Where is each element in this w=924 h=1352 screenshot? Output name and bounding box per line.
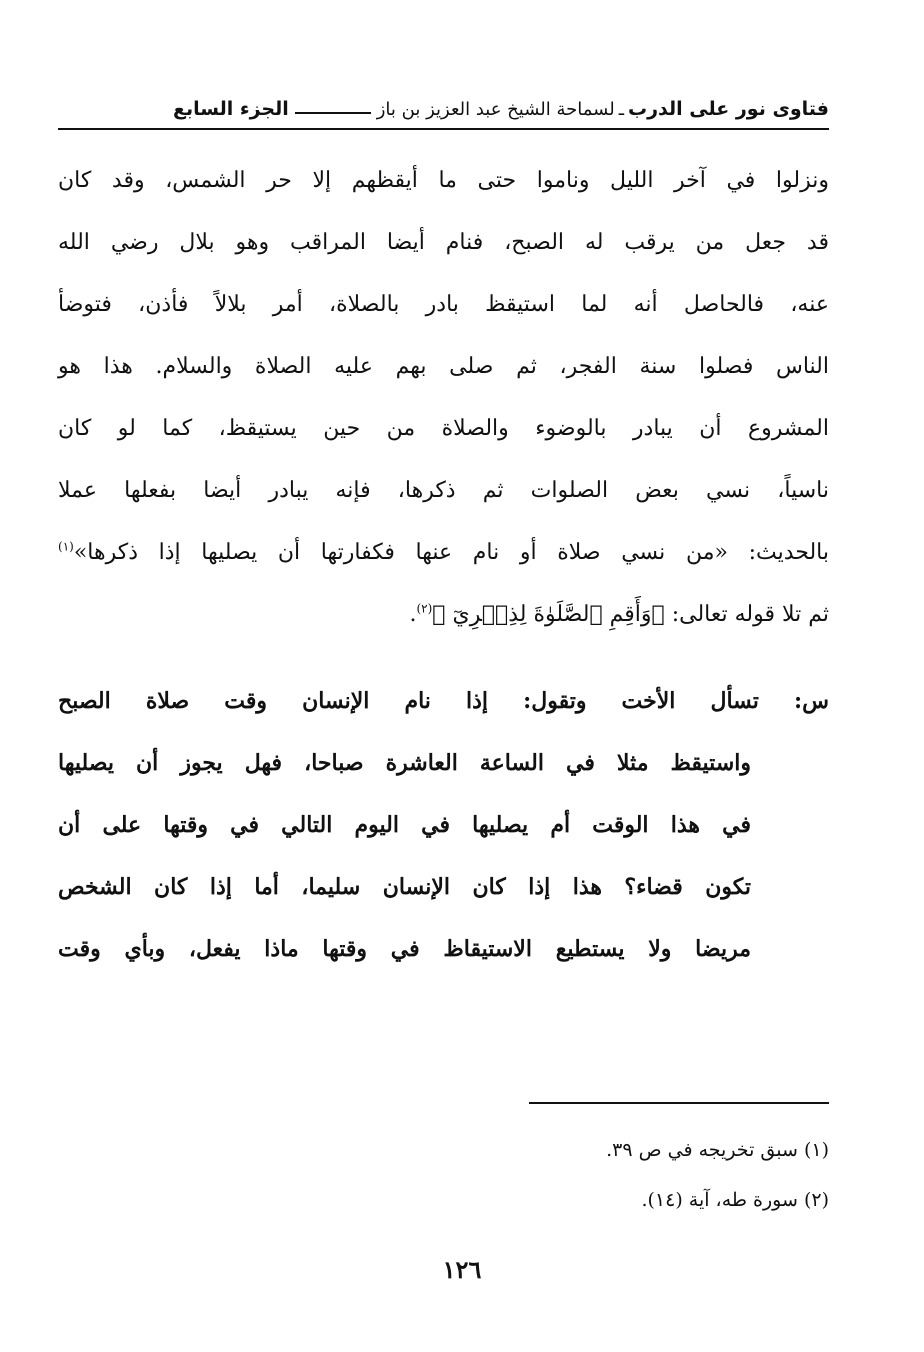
body-paragraph [58, 150, 829, 646]
question-block [58, 670, 829, 980]
verse-line-end: . [409, 602, 417, 627]
body-line: ناسياً، نسي بعض الصلوات ثم ذكرها، فإنه يبادر أيضا بفعلها عملا [58, 478, 829, 503]
header-book-title: فتاوى نور على الدرب [628, 98, 829, 120]
body-line: الناس فصلوا سنة الفجر، ثم صلى بهم عليه الصلاة والسلام. هذا هو [58, 354, 829, 379]
body-line: عنه، فالحاصل أنه لما استيقظ بادر بالصلاة، أمر بلالاً فأذن، فتوضأ [58, 292, 829, 317]
header-separator: ـ [618, 98, 624, 120]
question-line: مريضا ولا يستطيع الاستيقاظ في وقتها ماذا يفعل، وبأي وقت [58, 936, 751, 962]
page-number: ١٢٦ [442, 1255, 482, 1284]
footnote-1: (١) سبق تخريجه في ص ٣٩. [606, 1139, 829, 1161]
running-header [58, 92, 829, 126]
hadith-line [58, 522, 829, 584]
question-line: تكون قضاء؟ هذا إذا كان الإنسان سليما، أما إذا كان الشخص [58, 874, 751, 900]
footnotes [300, 1125, 829, 1225]
verse-text: ثم تلا قوله تعالى: ﴿وَأَقِمِ ٱلصَّلَوٰةَ لِذِكۡرِيٓ ﴾ [432, 602, 829, 627]
body-line: ونزلوا في آخر الليل وناموا حتى ما أيقظهم إلا حر الشمس، وقد كان [58, 168, 829, 193]
question-line: واستيقظ مثلا في الساعة العاشرة صباحا، فهل يجوز أن يصليها [58, 750, 751, 776]
footnote-rule [529, 1102, 829, 1104]
verse-line [58, 584, 829, 646]
question-line: في هذا الوقت أم يصليها في اليوم التالي في وقتها على أن [58, 812, 751, 838]
header-dash-rule [295, 112, 371, 114]
hadith-text: بالحديث: «من نسي صلاة أو نام عنها فكفارتها أن يصليها إذا ذكرها» [73, 540, 829, 565]
body-line: قد جعل من يرقب له الصبح، فنام أيضا المراقب وهو بلال رضي الله [58, 230, 829, 255]
header-underline [58, 128, 829, 130]
footnote-ref-2: (٢) [416, 601, 433, 616]
header-part: الجزء السابع [173, 98, 289, 120]
footnote-ref-1: (١) [58, 539, 74, 554]
header-author: لسماحة الشيخ عبد العزيز بن باز [376, 98, 615, 120]
body-line: المشروع أن يبادر بالوضوء والصلاة من حين يستيقظ، كما لو كان [58, 416, 829, 441]
question-line: س: تسأل الأخت وتقول: إذا نام الإنسان وقت صلاة الصبح [58, 688, 829, 714]
footnote-2: (٢) سورة طه، آية (١٤). [641, 1189, 829, 1211]
